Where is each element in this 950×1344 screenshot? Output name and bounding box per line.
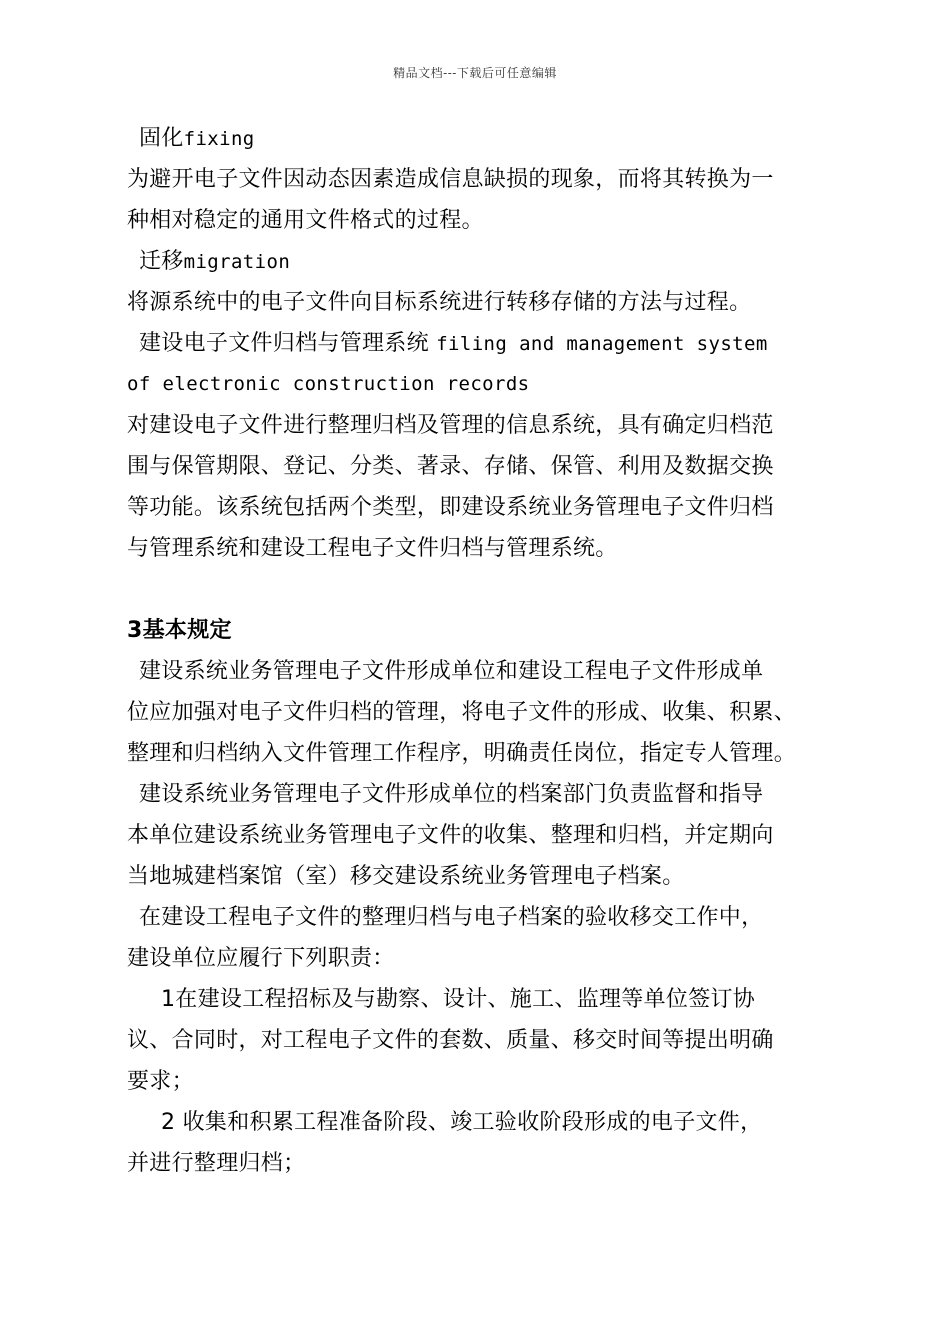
clause-line: 整理和归档纳入文件管理工作程序，明确责任岗位，指定专人管理。 bbox=[127, 741, 797, 766]
list-item-line: 要求； bbox=[127, 1069, 194, 1094]
clause-line: 建设系统业务管理电子文件形成单位的档案部门负责监督和指导 bbox=[139, 782, 764, 807]
list-item-line: 并进行整理归档； bbox=[127, 1151, 306, 1176]
section-heading: 3基本规定 bbox=[127, 618, 232, 643]
term-definition-line: 为避开电子文件因动态因素造成信息缺损的现象，而将其转换为一 bbox=[127, 167, 774, 192]
term-definition-line: 围与保管期限、登记、分类、著录、存储、保管、利用及数据交换 bbox=[127, 454, 774, 479]
list-item-line: 2 收集和积累工程准备阶段、竣工验收阶段形成的电子文件， bbox=[161, 1110, 763, 1135]
term-zh: 建设电子文件归档与管理系统 bbox=[139, 331, 429, 356]
clause-line: 建设系统业务管理电子文件形成单位和建设工程电子文件形成单 bbox=[139, 659, 764, 684]
term-title-migration bbox=[127, 241, 837, 282]
term-zh: 迁移 bbox=[139, 249, 184, 274]
clause-line: 位应加强对电子文件归档的管理，将电子文件的形成、收集、积累、 bbox=[127, 700, 797, 725]
term-en: fixing bbox=[183, 128, 255, 150]
term-en: filing and management system bbox=[436, 333, 768, 355]
term-en: migration bbox=[183, 251, 291, 273]
term-definition-line: 对建设电子文件进行整理归档及管理的信息系统，具有确定归档范 bbox=[127, 413, 774, 438]
list-item-line: 议、合同时，对工程电子文件的套数、质量、移交时间等提出明确 bbox=[127, 1028, 774, 1053]
term-title-fixing bbox=[127, 118, 837, 159]
clause-line: 当地城建档案馆（室）移交建设系统业务管理电子档案。 bbox=[127, 864, 685, 889]
term-definition-line: 将源系统中的电子文件向目标系统进行转移存储的方法与过程。 bbox=[127, 290, 752, 315]
document-body bbox=[127, 118, 837, 1184]
clause-line: 建设单位应履行下列职责： bbox=[127, 946, 395, 971]
term-en-continuation: of electronic construction records bbox=[127, 373, 530, 395]
section-gap bbox=[127, 569, 837, 610]
list-item-line: 1在建设工程招标及与勘察、设计、施工、监理等单位签订协 bbox=[161, 987, 756, 1012]
term-title-filing-system bbox=[127, 323, 837, 364]
clause-line: 本单位建设系统业务管理电子文件的收集、整理和归档，并定期向 bbox=[127, 823, 774, 848]
term-definition-line: 等功能。该系统包括两个类型，即建设系统业务管理电子文件归档 bbox=[127, 495, 774, 520]
clause-line: 在建设工程电子文件的整理归档与电子档案的验收移交工作中， bbox=[139, 905, 764, 930]
term-definition-line: 种相对稳定的通用文件格式的过程。 bbox=[127, 208, 484, 233]
page-header: 精品文档---下载后可任意编辑 bbox=[393, 66, 557, 80]
term-zh: 固化 bbox=[139, 126, 184, 151]
term-definition-line: 与管理系统和建设工程电子文件归档与管理系统。 bbox=[127, 536, 618, 561]
